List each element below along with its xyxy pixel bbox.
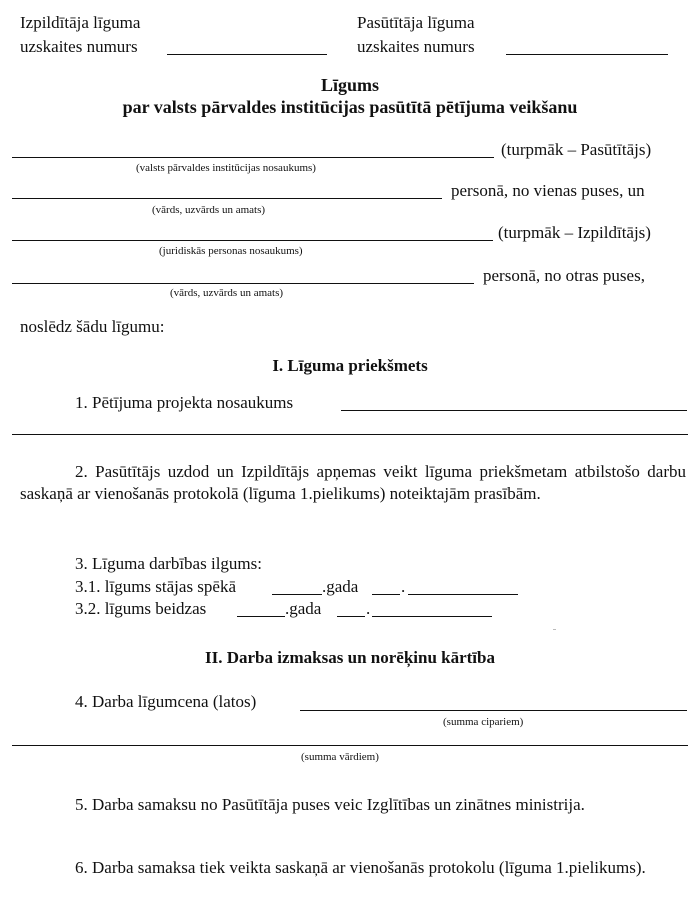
end-year-field[interactable] [237,616,285,617]
document-subtitle: par valsts pārvaldes institūcijas pasūtītā pētījuma veikšanu [122,97,578,117]
item-4-label: 4. Darba līgumcena (latos) [75,692,257,711]
section-2-heading: II. Darba izmaksas un norēķinu kārtība [204,648,495,667]
executor-representative-field[interactable] [12,283,474,284]
start-year-field[interactable] [272,594,322,595]
document-title: Līgums [320,75,380,95]
executor-role-text: (turpmāk – Izpildītājs) [498,223,651,242]
price-words-field[interactable] [12,745,688,746]
client-representative-caption: (vārds, uzvārds un amats) [152,204,266,216]
end-gada-text: .gada [285,599,322,618]
start-gada-text: .gada [322,577,359,596]
client-number-field[interactable] [506,54,668,55]
executor-contract-label: Izpildītāja līguma [20,13,141,32]
executor-number-field[interactable] [167,54,327,55]
item-2-paragraph: 2. Pasūtītājs uzdod un Izpildītājs apņemas veikt līguma priekšmetam atbilstošo darbu saskaņā ar vienošanās protokolā (līguma 1.pielikums) noteiktajām prasībām. [20,462,686,503]
item-3-label: 3. Līguma darbības ilgums: [75,554,262,573]
executor-number-label: uzskaites numurs [20,37,138,56]
client-representative-field[interactable] [12,198,442,199]
end-day-field[interactable] [337,616,365,617]
price-digits-caption: (summa cipariem) [443,716,524,728]
price-words-caption: (summa vārdiem) [301,751,379,763]
client-contract-label: Pasūtītāja līguma [357,13,475,32]
start-month-field[interactable] [408,594,518,595]
item-1-label: 1. Pētījuma projekta nosaukums [75,393,294,412]
item-6-paragraph: 6. Darba samaksa tiek veikta saskaņā ar vienošanās protokolu (līguma 1.pielikums). [75,858,646,877]
client-name-field[interactable] [12,157,494,158]
client-name-caption: (valsts pārvaldes institūcijas nosaukums) [136,162,316,174]
client-role-text: (turpmāk – Pasūtītājs) [501,140,652,159]
scan-speck [553,629,556,630]
client-number-label: uzskaites numurs [357,37,475,56]
executor-representative-text: personā, no otras puses, [483,266,645,285]
executor-representative-caption: (vārds, uzvārds un amats) [170,287,284,299]
concludes-text: noslēdz šādu līgumu: [20,317,165,336]
executor-name-caption: (juridiskās personas nosaukums) [159,245,303,257]
start-day-field[interactable] [372,594,400,595]
item-3-2-label: 3.2. līgums beidzas [75,599,207,618]
start-dot-text: . [401,577,406,596]
project-title-field-continued[interactable] [12,434,688,435]
end-month-field[interactable] [372,616,492,617]
price-digits-field[interactable] [300,710,687,711]
end-dot-text: . [366,599,371,618]
project-title-field[interactable] [341,410,687,411]
section-1-heading: I. Līguma priekšmets [272,356,428,375]
client-representative-text: personā, no vienas puses, un [451,181,645,200]
item-5-paragraph: 5. Darba samaksu no Pasūtītāja puses veic Izglītības un zinātnes ministrija. [75,795,585,814]
executor-name-field[interactable] [12,240,493,241]
item-3-1-label: 3.1. līgums stājas spēkā [75,577,237,596]
